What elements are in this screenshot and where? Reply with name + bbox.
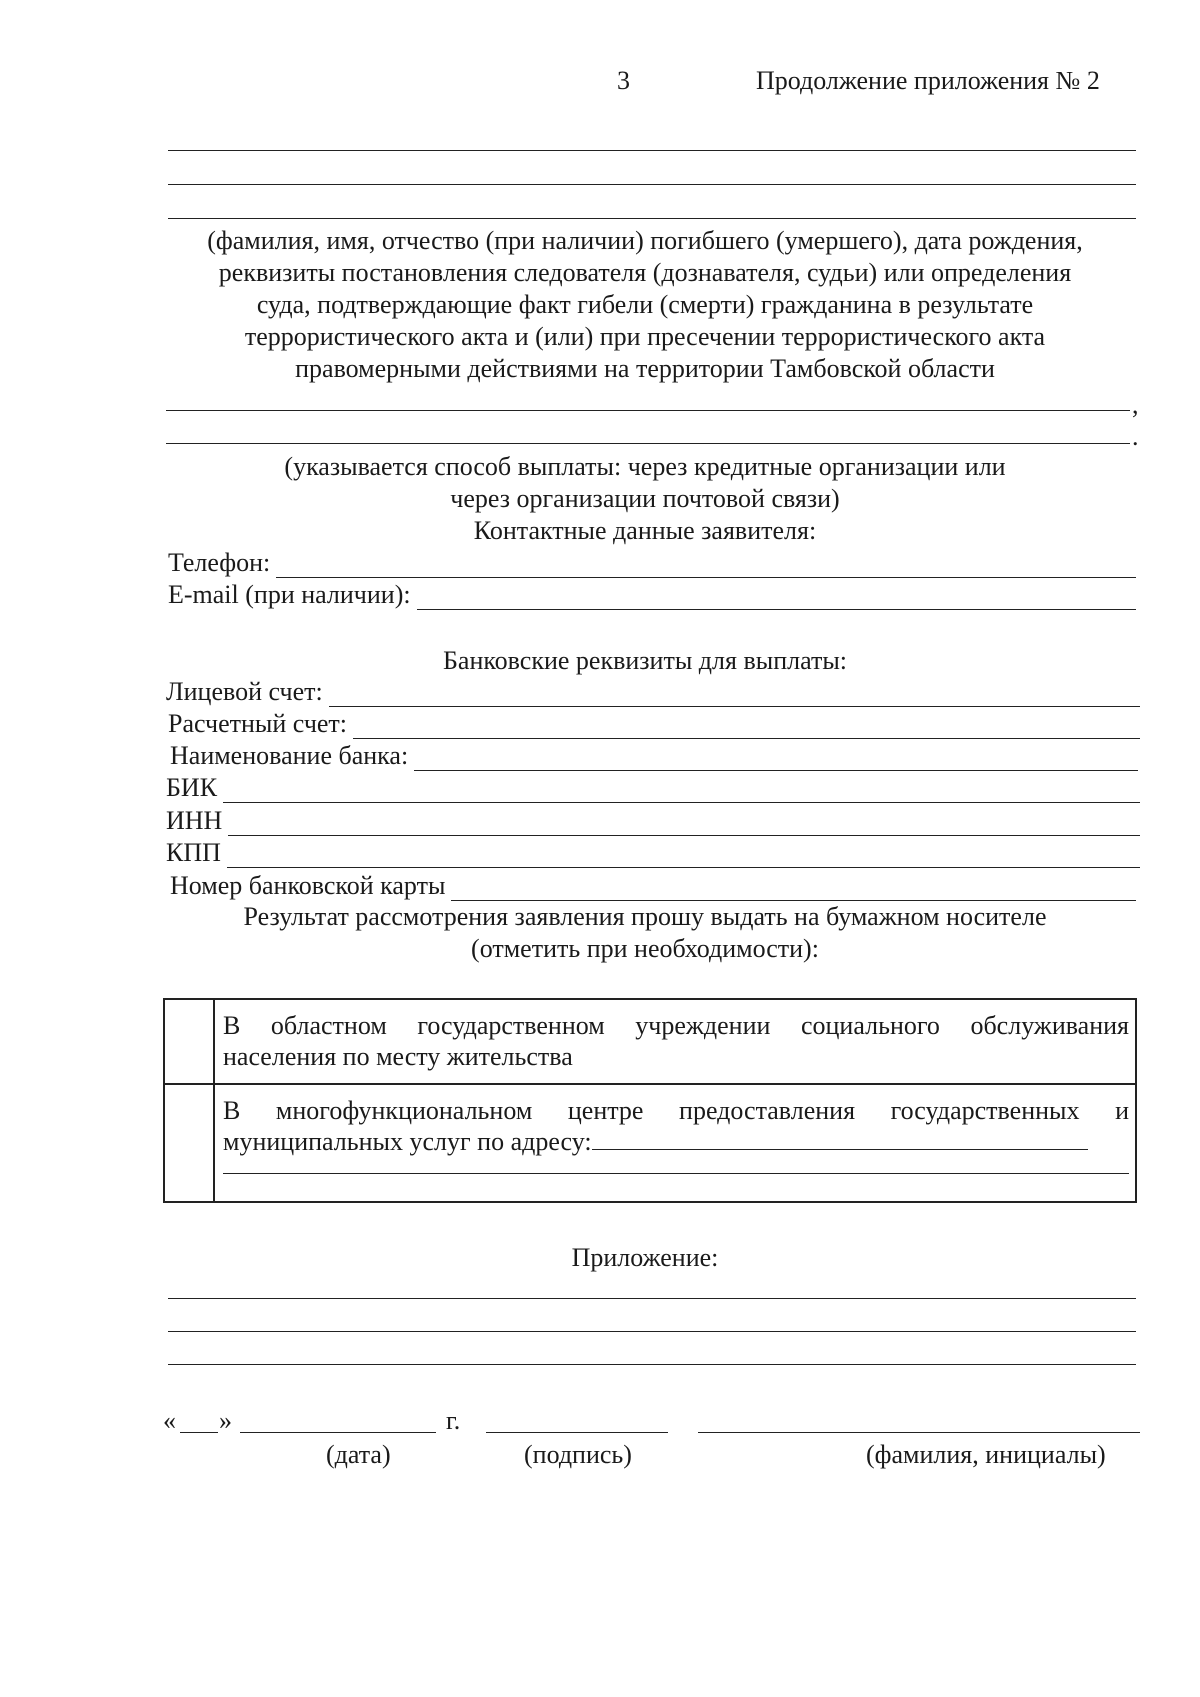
deceased-caption — [140, 226, 1150, 384]
comma-mark: , — [1132, 390, 1139, 419]
kpp-label: КПП — [166, 838, 221, 867]
payment-caption — [140, 452, 1150, 514]
settlement-account-label: Расчетный счет: — [168, 709, 348, 738]
attachment-line-2[interactable] — [168, 1331, 1136, 1332]
payment-method-line-2[interactable] — [166, 443, 1130, 444]
email-field[interactable] — [417, 583, 1136, 610]
caption-line: реквизиты постановления следователя (дознавателя, судьи) или определения — [218, 258, 1072, 287]
quote-open: « — [163, 1406, 176, 1435]
option-address-row — [223, 1126, 1129, 1157]
result-line: (отметить при необходимости): — [471, 934, 819, 963]
personal-account-field[interactable] — [329, 680, 1140, 707]
personal-account-label: Лицевой счет: — [166, 677, 323, 706]
mfc-address-field[interactable] — [592, 1127, 1088, 1150]
continuation-header: Продолжение приложения № 2 — [756, 66, 1100, 95]
phone-label: Телефон: — [168, 548, 271, 577]
attachment-line-1[interactable] — [168, 1298, 1136, 1299]
bank-title: Банковские реквизиты для выплаты: — [442, 646, 848, 675]
caption-line: (фамилия, имя, отчество (при наличии) погибшего (умершего), дата рождения, — [207, 226, 1083, 255]
option-social-institution — [214, 999, 1136, 1084]
option-checkbox-mfc[interactable] — [164, 1084, 214, 1202]
bank-name-row — [170, 741, 1138, 771]
inn-label: ИНН — [166, 806, 223, 835]
deceased-info-line-2[interactable] — [168, 184, 1136, 185]
phone-field[interactable] — [276, 551, 1136, 578]
option-text: В многофункциональном центре предоставления государственных и — [223, 1096, 1129, 1125]
deceased-info-line-1[interactable] — [168, 150, 1136, 151]
option-text: В областном государственном учреждении социального обслуживания — [223, 1011, 1129, 1040]
caption-line: суда, подтверждающие факт гибели (смерти) гражданина в результате — [256, 290, 1034, 319]
kpp-row — [166, 838, 1140, 868]
date-caption: (дата) — [326, 1440, 391, 1469]
result-line: Результат рассмотрения заявления прошу выдать на бумажном носителе — [243, 902, 1047, 931]
contacts-title: Контактные данные заявителя: — [473, 516, 817, 545]
option-text: населения по месту жительства — [223, 1042, 573, 1071]
bik-field[interactable] — [223, 776, 1140, 803]
email-row — [168, 580, 1136, 610]
option-mfc — [214, 1084, 1136, 1202]
day-field[interactable] — [180, 1432, 218, 1433]
bik-label: БИК — [166, 773, 218, 802]
caption-line: террористического акта и (или) при пресечении террористического акта — [244, 322, 1046, 351]
signature-caption: (подпись) — [524, 1440, 632, 1469]
deceased-info-line-3[interactable] — [168, 218, 1136, 219]
bank-name-field[interactable] — [414, 744, 1138, 771]
inn-row — [166, 806, 1140, 836]
name-initials-field[interactable] — [698, 1432, 1140, 1433]
settlement-account-field[interactable] — [353, 712, 1140, 739]
phone-row — [168, 548, 1136, 578]
email-label: E-mail (при наличии): — [168, 580, 411, 609]
personal-account-row — [166, 677, 1140, 707]
card-number-label: Номер банковской карты — [170, 871, 446, 900]
option-checkbox-social-institution[interactable] — [164, 999, 214, 1084]
period-mark: . — [1132, 422, 1139, 451]
result-request — [140, 902, 1150, 964]
page-number: 3 — [617, 66, 630, 95]
caption-line: правомерными действиями на территории Тамбовской области — [295, 354, 995, 383]
name-caption: (фамилия, инициалы) — [866, 1440, 1106, 1469]
attachment-title: Приложение: — [571, 1243, 719, 1272]
payment-method-line-1[interactable] — [166, 410, 1130, 411]
settlement-account-row — [168, 709, 1140, 739]
card-number-row — [170, 871, 1136, 901]
mfc-address-field-line-2[interactable] — [223, 1159, 1129, 1174]
caption-line: через организации почтовой связи) — [450, 484, 840, 513]
bank-name-label: Наименование банка: — [170, 741, 409, 770]
inn-field[interactable] — [228, 809, 1140, 836]
year-suffix: г. — [446, 1406, 461, 1435]
card-number-field[interactable] — [451, 874, 1136, 901]
bik-row — [166, 773, 1140, 803]
option-text: муниципальных услуг по адресу: — [223, 1127, 592, 1156]
signature-field[interactable] — [486, 1432, 668, 1433]
kpp-field[interactable] — [227, 841, 1140, 868]
quote-close: » — [219, 1406, 232, 1435]
caption-line: (указывается способ выплаты: через кредитные организации или — [284, 452, 1006, 481]
delivery-options-table — [163, 998, 1137, 1203]
date-field[interactable] — [240, 1432, 436, 1433]
attachment-line-3[interactable] — [168, 1364, 1136, 1365]
